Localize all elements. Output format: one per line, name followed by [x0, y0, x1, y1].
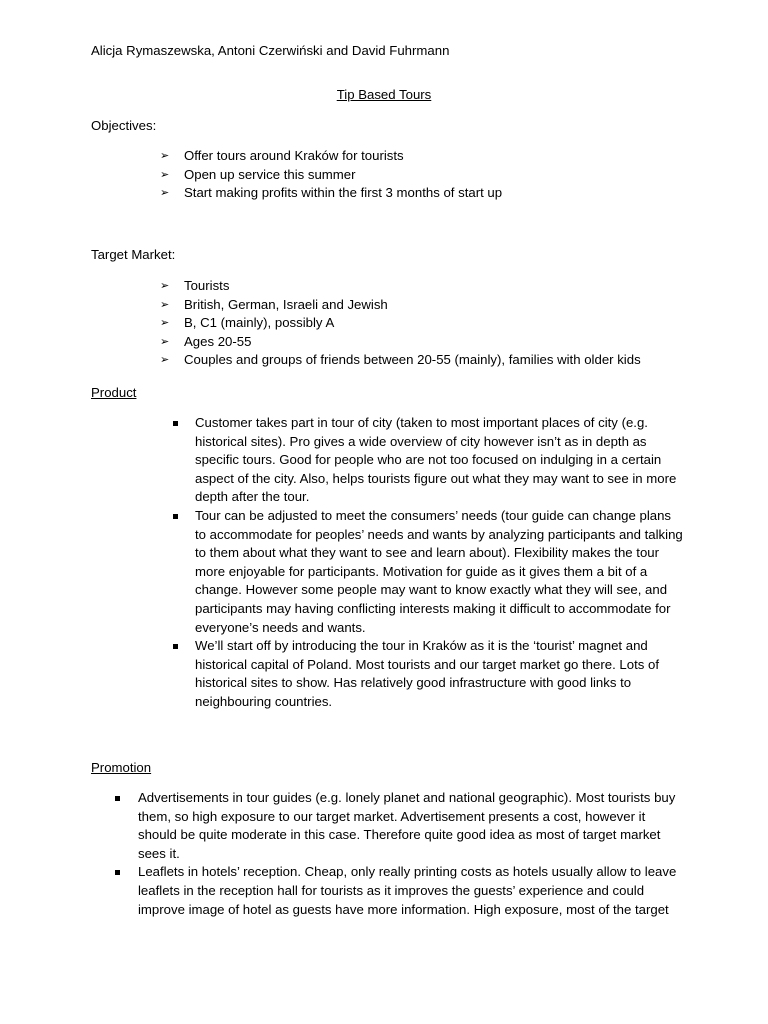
square-bullet-icon — [173, 514, 178, 519]
objectives-list — [160, 147, 720, 203]
list-item: We’ll start off by introducing the tour in Kraków as it is the ‘tourist’ magnet and historical capital of Poland. Most tourists and our target market go there. Lots of historical sites to show. Has relatively good infrastructure with good links to neighbouring countries. — [173, 637, 683, 711]
arrow-bullet-icon: ➢ — [160, 280, 170, 292]
promotion-heading: Promotion — [91, 760, 152, 775]
arrow-bullet-icon: ➢ — [160, 354, 170, 367]
target-market-heading: Target Market: — [91, 247, 176, 262]
list-item: Leaflets in hotels’ reception. Cheap, only really printing costs as hotels usually allow to leave leaflets in the reception hall for tourists as it improves the guests’ experience and could improve image of hotel as guests have more information. High exposure, most of the target — [114, 863, 680, 919]
list-item: ➢ Offer tours around Kraków for tourists — [160, 147, 720, 166]
square-bullet-icon — [115, 796, 120, 801]
product-list — [173, 414, 683, 712]
list-item: Customer takes part in tour of city (taken to most important places of city (e.g. historical sites). Pro gives a wide overview of city however isn’t as in depth as specific tours. Good for people who are not too focused on indulging in a certain aspect of the city. Also, helps tourists figure out what they may want to see in more depth after the tour. — [173, 414, 683, 507]
list-item: ➢ Couples and groups of friends between 20-55 (mainly), families with older kids — [160, 351, 720, 370]
arrow-bullet-icon: ➢ — [160, 168, 170, 181]
arrow-bullet-icon: ➢ — [160, 187, 170, 200]
arrow-bullet-icon: ➢ — [160, 317, 170, 330]
arrow-bullet-icon: ➢ — [160, 335, 170, 348]
square-bullet-icon — [115, 870, 120, 875]
target-market-list — [160, 277, 720, 370]
promotion-list — [114, 789, 680, 919]
list-item: ➢ Tourists — [160, 277, 720, 296]
list-item: ➢ British, German, Israeli and Jewish — [160, 296, 720, 315]
square-bullet-icon — [173, 421, 178, 426]
authors-line: Alicja Rymaszewska, Antoni Czerwiński and David Fuhrmann — [91, 43, 450, 58]
list-item: ➢ Start making profits within the first 3 months of start up — [160, 184, 720, 203]
document-title: Tip Based Tours — [336, 87, 432, 102]
list-item: Advertisements in tour guides (e.g. lonely planet and national geographic). Most tourists buy them, so high exposure to our target market. Advertisement presents a cost, however it should be quite moderate in this case. Therefore quite good idea as most of target market sees it. — [114, 789, 680, 863]
list-item: ➢ Ages 20-55 — [160, 333, 720, 352]
list-item: ➢ B, C1 (mainly), possibly A — [160, 314, 720, 333]
arrow-bullet-icon: ➢ — [160, 150, 170, 162]
product-heading: Product — [91, 385, 137, 400]
square-bullet-icon — [173, 644, 178, 649]
objectives-heading: Objectives: — [91, 118, 157, 133]
list-item: ➢ Open up service this summer — [160, 166, 720, 185]
list-item: Tour can be adjusted to meet the consumers’ needs (tour guide can change plans to accommodate for peoples’ needs and wants by analyzing participants and talking to them about what they want to see and learn about). Flexibility makes the tour more enjoyable for participants. Motivation for guide as it gives them a bit of a change. However some people may want to know exactly what they will see, and participants may having conflicting interests making it difficult to accommodate for everyone’s needs and wants. — [173, 507, 683, 637]
arrow-bullet-icon: ➢ — [160, 298, 170, 311]
